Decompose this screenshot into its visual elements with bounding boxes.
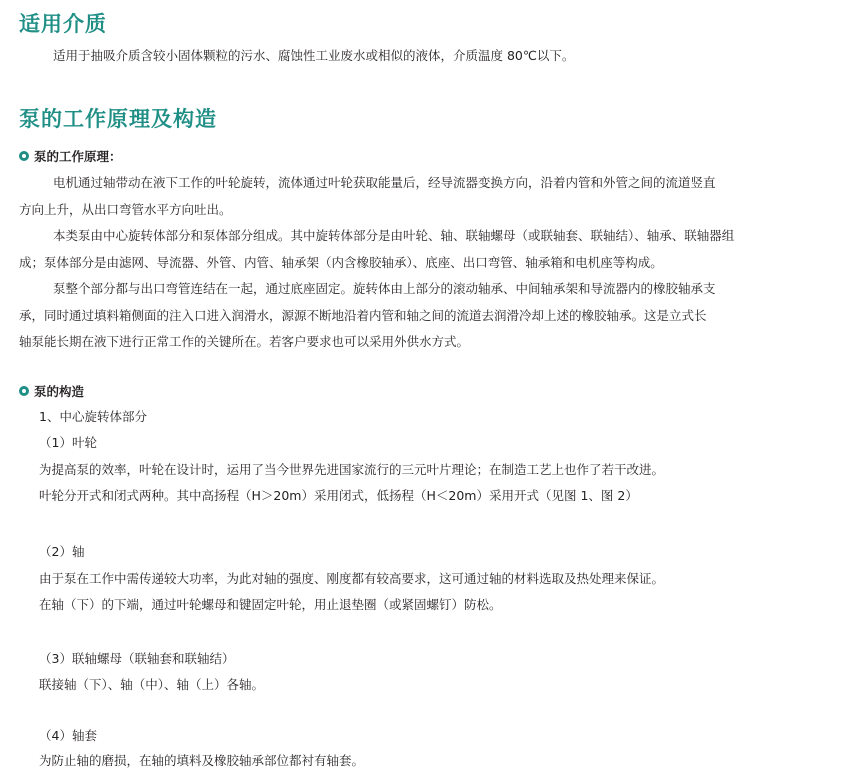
structure-line: 为防止轴的磨损，在轴的填料及橡胶轴承部位都衬有轴套。 <box>39 753 365 768</box>
structure-line: （1）叶轮 <box>39 435 97 450</box>
structure-line: （3）联轴螺母（联轴套和联轴结） <box>39 651 235 666</box>
structure-line: （2）轴 <box>39 544 85 559</box>
structure-line: 在轴（下）的下端，通过叶轮螺母和键固定叶轮，用止退垫圈（或紧固螺钉）防松。 <box>39 597 502 612</box>
paragraph-line: 方向上升，从出口弯管水平方向吐出。 <box>19 202 232 217</box>
principle-heading: 泵的工作原理： <box>34 149 122 164</box>
structure-line: 1、中心旋转体部分 <box>39 409 147 424</box>
paragraph-line: 本类泵由中心旋转体部分和泵体部分组成。其中旋转体部分是由叶轮、轴、联轴螺母（或联轴套、联轴结）、轴承、联轴器组 <box>53 228 735 243</box>
paragraph-line: 成；泵体部分是由滤网、导流器、外管、内管、轴承架（内含橡胶轴承）、底座、出口弯管、轴承箱和电机座等构成。 <box>19 255 663 270</box>
paragraph-line: 轴泵能长期在液下进行正常工作的关键所在。若客户要求也可以采用外供水方式。 <box>19 334 470 349</box>
bullet-icon <box>19 386 29 396</box>
bullet-icon <box>19 151 29 161</box>
paragraph-line: 承，同时通过填料箱侧面的注入口进入润滑水，源源不断地沿着内管和轴之间的流道去润滑冷却上述的橡胶轴承。这是立式长 <box>19 308 707 323</box>
principle-heading-row <box>19 147 122 165</box>
structure-line: 由于泵在工作中需传递较大功率，为此对轴的强度、刚度都有较高要求，这可通过轴的材料选取及热处理来保证。 <box>39 571 665 586</box>
structure-line: 叶轮分开式和闭式两种。其中高扬程（H＞20m）采用闭式，低扬程（H＜20m）采用开式（见图 1、图 2） <box>39 488 638 503</box>
section-title-principle-structure: 泵的工作原理及构造 <box>19 107 217 131</box>
structure-line: 为提高泵的效率，叶轮在设计时，运用了当今世界先进国家流行的三元叶片理论；在制造工艺上也作了若干改进。 <box>39 462 665 477</box>
applicable-media-text: 适用于抽吸介质含较小固体颗粒的污水、腐蚀性工业废水或相似的液体，介质温度 80℃以下。 <box>53 48 575 63</box>
structure-heading-row <box>19 382 84 400</box>
section-title-applicable-media: 适用介质 <box>19 12 107 36</box>
paragraph-line: 泵整个部分都与出口弯管连结在一起，通过底座固定。旋转体由上部分的滚动轴承、中间轴承架和导流器内的橡胶轴承支 <box>53 281 716 296</box>
paragraph-line: 电机通过轴带动在液下工作的叶轮旋转，流体通过叶轮获取能量后，经导流器变换方向，沿着内管和外管之间的流道竖直 <box>53 175 716 190</box>
structure-heading: 泵的构造 <box>34 384 85 399</box>
structure-line: 联接轴（下）、轴（中）、轴（上）各轴。 <box>39 677 265 692</box>
structure-line: （4）轴套 <box>39 728 97 743</box>
